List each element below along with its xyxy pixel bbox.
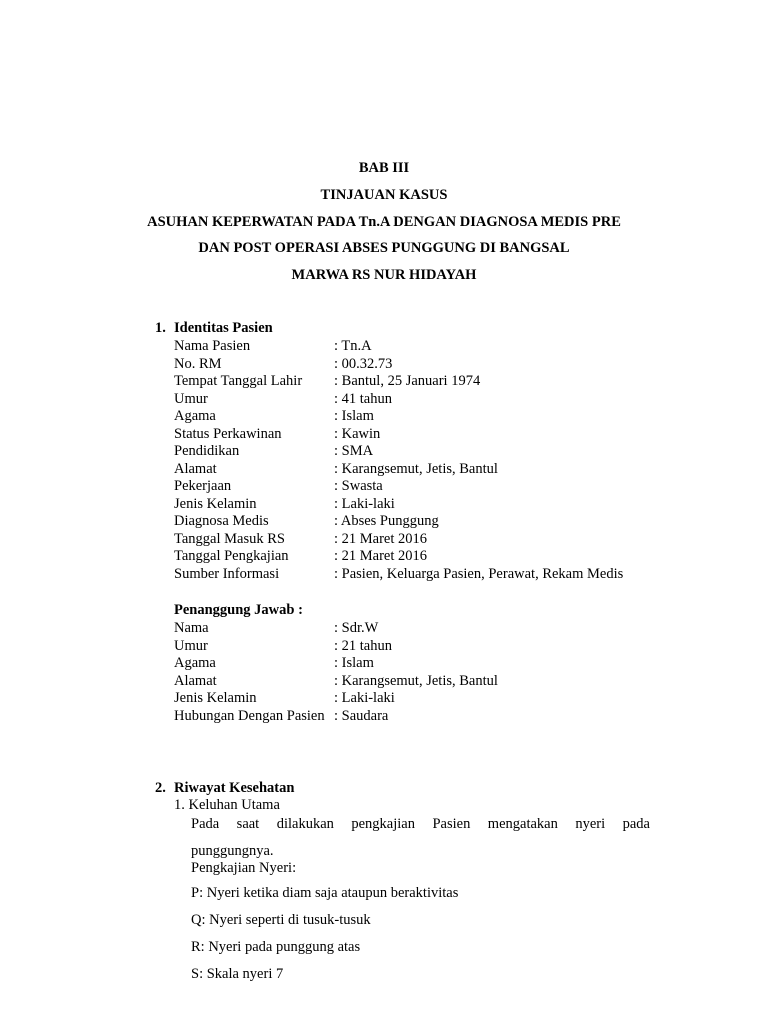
identity-row	[174, 373, 480, 391]
document-title-line-2: DAN POST OPERASI ABSES PUNGGUNG DI BANGSAL	[198, 240, 570, 256]
field-value: : Pasien, Keluarga Pasien, Perawat, Rekam Medis	[334, 565, 624, 582]
field-label: Nama Pasien	[174, 338, 251, 354]
sub-item-chief-complaint: 1. Keluhan Utama	[174, 797, 280, 813]
field-label: Diagnosa Medis	[174, 513, 269, 529]
identity-row	[174, 461, 498, 479]
guardian-row	[174, 655, 374, 673]
identity-row	[174, 408, 374, 426]
field-value: : Laki-laki	[334, 495, 395, 512]
field-value: : SMA	[334, 443, 374, 459]
identity-row	[174, 443, 373, 461]
field-value: : 21 Maret 2016	[334, 548, 428, 564]
field-value: : Swasta	[334, 478, 383, 494]
field-value: : Sdr.W	[334, 620, 379, 636]
section-2-title: Riwayat Kesehatan	[174, 780, 295, 796]
field-value: : Tn.A	[334, 338, 372, 354]
field-value: : Islam	[334, 408, 374, 424]
field-label: Nama	[174, 620, 209, 636]
field-label: Sumber Informasi	[174, 565, 280, 582]
guardian-row	[174, 690, 395, 708]
field-label: Alamat	[174, 460, 217, 477]
chapter-title: TINJAUAN KASUS	[320, 187, 448, 203]
field-label: Pekerjaan	[174, 478, 232, 494]
identity-row	[174, 426, 380, 444]
guardian-row	[174, 620, 378, 638]
field-label: Agama	[174, 655, 216, 671]
field-label: No. RM	[174, 355, 222, 372]
identity-row	[174, 548, 427, 566]
complaint-text-line-1: Pada saat dilakukan pengkajian Pasien mengatakan nyeri pada	[191, 816, 650, 832]
field-value: : Bantul, 25 Januari 1974	[334, 373, 481, 389]
guardian-heading: Penanggung Jawab :	[174, 602, 303, 618]
section-1-number: 1.	[155, 320, 166, 336]
field-label: Umur	[174, 637, 208, 654]
identity-row	[174, 496, 395, 514]
identity-row	[174, 513, 439, 531]
pain-provocation: P: Nyeri ketika diam saja ataupun beraktivitas	[191, 885, 459, 901]
guardian-row	[174, 708, 388, 726]
field-label: Jenis Kelamin	[174, 495, 257, 512]
field-label: Status Perkawinan	[174, 425, 282, 442]
field-label: Umur	[174, 390, 208, 407]
section-2-heading	[155, 780, 294, 797]
section-2-number: 2.	[155, 780, 166, 796]
pain-quality: Q: Nyeri seperti di tusuk-tusuk	[191, 912, 371, 928]
field-label: Pendidikan	[174, 443, 240, 459]
field-value: : 41 tahun	[334, 390, 392, 407]
field-value: : Karangsemut, Jetis, Bantul	[334, 460, 498, 477]
field-value: : Abses Punggung	[334, 513, 439, 529]
section-1-title: Identitas Pasien	[174, 320, 273, 336]
field-label: Jenis Kelamin	[174, 690, 257, 706]
field-label: Agama	[174, 408, 216, 424]
field-value: : Islam	[334, 655, 374, 671]
field-label: Hubungan Dengan Pasien	[174, 707, 325, 724]
field-label: Tanggal Masuk RS	[174, 530, 285, 547]
identity-row	[174, 531, 427, 549]
identity-row	[174, 566, 623, 584]
field-value: : 00.32.73	[334, 355, 393, 372]
document-title-line-3: MARWA RS NUR HIDAYAH	[291, 267, 477, 283]
field-value: : 21 tahun	[334, 637, 392, 654]
identity-row	[174, 391, 392, 409]
field-value: : Saudara	[334, 707, 389, 724]
guardian-row	[174, 638, 392, 656]
field-label: Tempat Tanggal Lahir	[174, 373, 303, 389]
field-value: : Karangsemut, Jetis, Bantul	[334, 672, 498, 689]
section-1-heading	[155, 320, 273, 337]
field-value: : Kawin	[334, 425, 381, 442]
pain-region: R: Nyeri pada punggung atas	[191, 939, 361, 955]
identity-row	[174, 356, 392, 374]
pain-scale: S: Skala nyeri 7	[191, 966, 284, 982]
pain-assessment-title: Pengkajian Nyeri:	[191, 860, 297, 876]
identity-row	[174, 478, 383, 496]
guardian-row	[174, 673, 498, 691]
complaint-text-line-2: punggungnya.	[191, 843, 274, 859]
chapter-number: BAB III	[358, 160, 410, 176]
field-value: : 21 Maret 2016	[334, 530, 428, 547]
identity-row	[174, 338, 372, 356]
field-label: Alamat	[174, 672, 217, 689]
field-value: : Laki-laki	[334, 690, 395, 706]
document-title-line-1: ASUHAN KEPERWATAN PADA Tn.A DENGAN DIAGNOSA MEDIS PRE	[147, 214, 621, 230]
field-label: Tanggal Pengkajian	[174, 548, 289, 564]
